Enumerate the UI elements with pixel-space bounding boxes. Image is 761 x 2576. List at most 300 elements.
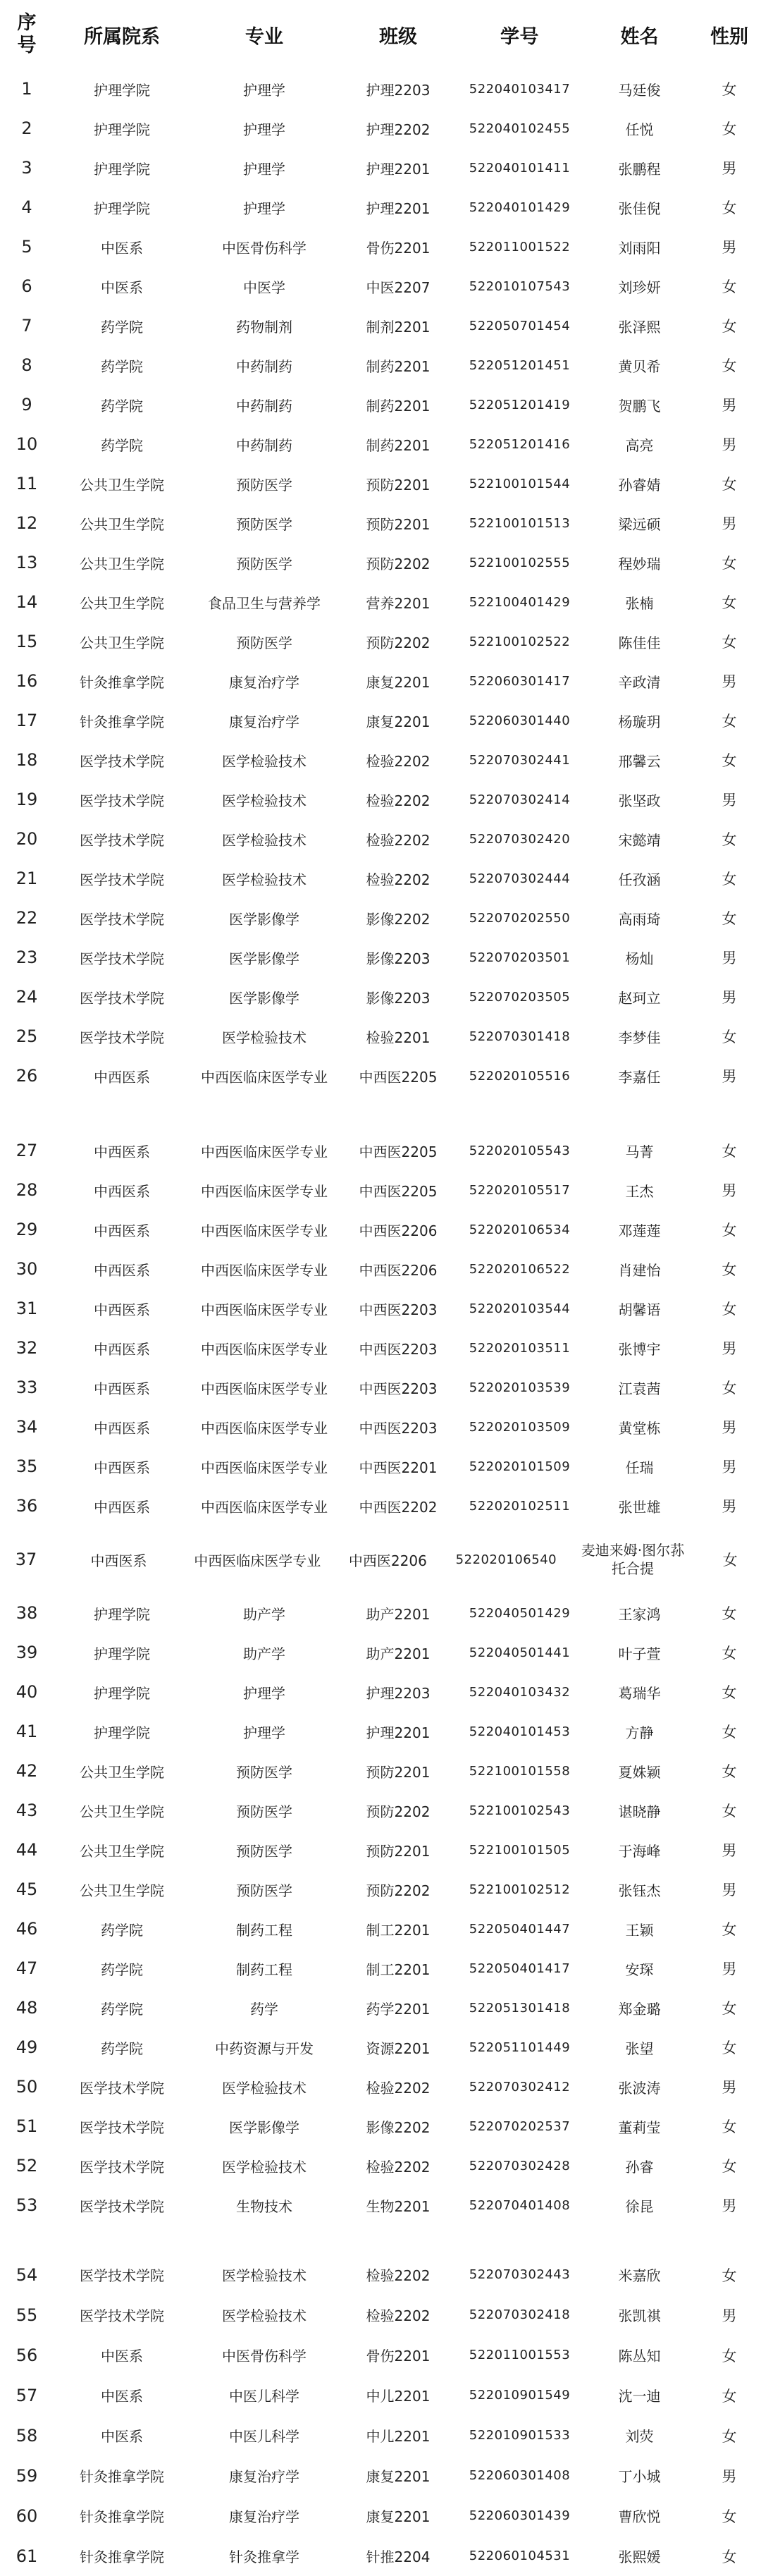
row-name: 宋懿靖: [618, 831, 661, 849]
row-class: 检验2202: [366, 2079, 431, 2097]
row-major: 护理学: [243, 160, 285, 178]
row-department: 针灸推拿学院: [80, 2549, 164, 2565]
row-name: 葛瑞华: [618, 1684, 661, 1702]
header-gender: 性别: [710, 25, 748, 48]
row-gender: 女: [722, 2267, 737, 2284]
row-class: 助产2201: [366, 1645, 431, 1662]
table-row: [0, 148, 761, 188]
row-major: 助产学: [243, 1645, 285, 1662]
row-class: 中西医2203: [359, 1340, 438, 1358]
row-department: 医学技术学院: [80, 2118, 164, 2136]
row-class: 生物2201: [366, 2197, 431, 2215]
row-gender: 男: [722, 1882, 737, 1899]
row-gender: 女: [722, 1763, 737, 1780]
row-major: 中医骨伤科学: [222, 239, 307, 257]
row-major: 针灸推拿学: [229, 2549, 299, 2565]
row-student-id: 522070302428: [469, 2158, 571, 2173]
row-name: 安琛: [625, 1961, 654, 1978]
table-row: [0, 2028, 761, 2067]
row-name: 丁小城: [618, 2468, 661, 2485]
row-student-id: 522040101411: [469, 160, 571, 176]
table-row: [0, 2106, 761, 2146]
table-row: [0, 1633, 761, 1672]
row-gender: 女: [722, 1029, 737, 1045]
row-index: 35: [16, 1456, 38, 1476]
row-index: 20: [16, 829, 38, 849]
row-class: 中西医2203: [359, 1380, 438, 1397]
row-name: 黄堂栋: [618, 1419, 661, 1437]
row-class: 护理2201: [366, 160, 431, 178]
row-name: 郑金璐: [618, 2000, 661, 2018]
table-row: [0, 1830, 761, 1870]
row-major: 中西医临床医学专业: [194, 1552, 321, 1569]
row-gender: 女: [722, 1222, 737, 1239]
row-class: 预防2201: [366, 476, 431, 493]
row-student-id: 522100101513: [469, 515, 571, 531]
row-major: 预防医学: [236, 1842, 292, 1860]
row-name: 张泽熙: [618, 318, 661, 336]
row-department: 药学院: [101, 436, 143, 454]
row-class: 影像2202: [366, 910, 431, 928]
row-class: 助产2201: [366, 1605, 431, 1623]
row-name: 张坚政: [618, 792, 661, 809]
row-index: 26: [16, 1066, 38, 1086]
row-index: 5: [21, 237, 32, 257]
row-index: 40: [16, 1682, 38, 1702]
row-student-id: 522010901533: [469, 2428, 571, 2443]
table-row: [0, 503, 761, 543]
row-gender: 男: [722, 1068, 737, 1085]
row-index: 27: [16, 1141, 38, 1160]
row-department: 针灸推拿学院: [80, 2508, 164, 2525]
row-class: 预防2201: [366, 515, 431, 533]
row-class: 康复2201: [366, 2468, 431, 2485]
row-index: 32: [16, 1338, 38, 1358]
table-row: [0, 780, 761, 819]
row-department: 医学技术学院: [80, 831, 164, 849]
row-department: 中医系: [101, 2348, 143, 2365]
row-gender: 男: [722, 673, 737, 690]
row-name: 王杰: [625, 1182, 654, 1200]
table-row: [0, 1870, 761, 1909]
row-class: 检验2202: [366, 752, 431, 770]
row-major: 医学检验技术: [222, 871, 307, 888]
row-department: 公共卫生学院: [80, 1882, 164, 1899]
row-department: 中西医系: [90, 1552, 147, 1569]
row-department: 药学院: [101, 2040, 143, 2057]
row-name: 李嘉任: [618, 1068, 661, 1086]
row-gender: 女: [722, 1803, 737, 1820]
row-class: 中西医2206: [348, 1552, 427, 1569]
row-major: 康复治疗学: [229, 2468, 299, 2485]
table-row: [0, 1593, 761, 1633]
row-name: 王颖: [625, 1921, 654, 1939]
row-major: 中西医临床医学专业: [201, 1419, 328, 1437]
row-gender: 女: [722, 200, 737, 216]
row-gender: 女: [722, 752, 737, 769]
row-name: 张波涛: [618, 2079, 661, 2097]
row-name: 张佳倪: [618, 200, 661, 217]
row-class: 检验2202: [366, 792, 431, 809]
row-student-id: 522070203501: [469, 950, 571, 965]
row-class: 中西医2203: [359, 1301, 438, 1318]
row-student-id: 522070302444: [469, 871, 571, 886]
row-name: 程妙瑞: [618, 555, 661, 572]
row-name: 江袁茜: [618, 1380, 661, 1397]
row-major: 医学检验技术: [222, 2307, 307, 2324]
row-name: 邓莲莲: [618, 1222, 661, 1239]
row-major: 制药工程: [236, 1921, 292, 1939]
row-class: 康复2201: [366, 713, 431, 730]
row-index: 47: [16, 1958, 38, 1978]
table-row: [0, 1131, 761, 1170]
row-major: 护理学: [243, 1724, 285, 1741]
row-gender: 女: [722, 1301, 737, 1318]
row-department: 护理学院: [94, 160, 150, 178]
row-name: 麦迪来姆·图尔荪托合提: [581, 1542, 685, 1577]
table-row: [0, 1909, 761, 1949]
row-class: 预防2202: [366, 1882, 431, 1899]
row-major: 预防医学: [236, 1803, 292, 1820]
row-gender: 男: [722, 515, 737, 532]
table-row: [0, 1210, 761, 1249]
row-student-id: 522060104531: [469, 2549, 571, 2563]
row-major: 中医儿科学: [229, 2428, 299, 2445]
row-major: 制药工程: [236, 1961, 292, 1978]
row-major: 助产学: [243, 1605, 285, 1623]
header-department: 所属院系: [84, 25, 160, 48]
row-student-id: 522020106540: [455, 1552, 557, 1567]
row-student-id: 522051101449: [469, 2040, 571, 2055]
row-name: 杨璇玥: [618, 713, 661, 730]
row-name: 辛政清: [618, 673, 661, 691]
row-major: 护理学: [243, 81, 285, 99]
table-row: [0, 740, 761, 780]
row-student-id: 522060301440: [469, 713, 571, 728]
row-index: 37: [15, 1550, 37, 1569]
row-name: 刘珍妍: [618, 278, 661, 296]
row-index: 51: [16, 2116, 38, 2136]
row-index: 54: [16, 2264, 38, 2285]
row-student-id: 522050401417: [469, 1961, 571, 1976]
row-index: 48: [16, 1998, 38, 2018]
row-class: 预防2202: [366, 555, 431, 572]
row-student-id: 522100102522: [469, 634, 571, 649]
row-name: 梁远硕: [618, 515, 661, 533]
row-department: 医学技术学院: [80, 2079, 164, 2097]
table-row: [0, 859, 761, 898]
row-gender: 女: [722, 2508, 737, 2525]
row-index: 36: [16, 1496, 38, 1516]
row-gender: 女: [722, 476, 737, 493]
row-department: 中西医系: [94, 1419, 150, 1437]
row-major: 食品卫生与营养学: [208, 594, 321, 612]
row-gender: 女: [722, 555, 737, 572]
row-index: 22: [16, 908, 38, 928]
row-department: 医学技术学院: [80, 950, 164, 967]
header-name: 姓名: [620, 25, 659, 48]
row-student-id: 522020103509: [469, 1419, 571, 1435]
row-index: 17: [16, 711, 38, 730]
row-department: 药学院: [101, 1921, 143, 1939]
row-index: 55: [16, 2305, 38, 2325]
row-student-id: 522060301417: [469, 673, 571, 689]
row-department: 中西医系: [94, 1182, 150, 1200]
row-class: 预防2201: [366, 1763, 431, 1781]
row-name: 孙睿: [625, 2158, 654, 2176]
row-major: 中药制药: [236, 397, 292, 415]
table-row: [0, 661, 761, 701]
row-name: 贺鹏飞: [618, 397, 661, 415]
row-class: 影像2203: [366, 989, 431, 1007]
row-class: 预防2202: [366, 634, 431, 651]
row-student-id: 522100102512: [469, 1882, 571, 1897]
row-index: 12: [16, 513, 38, 533]
row-gender: 女: [722, 1921, 737, 1938]
row-class: 中西医2202: [359, 1498, 438, 1516]
row-gender: 女: [722, 2000, 737, 2017]
row-class: 中西医2201: [359, 1459, 438, 1476]
row-index: 3: [21, 158, 32, 178]
table-row: [0, 1988, 761, 2028]
row-name: 董莉莹: [618, 2118, 661, 2136]
table-row: [0, 345, 761, 385]
row-class: 康复2201: [366, 2508, 431, 2525]
row-name: 张钰杰: [618, 1882, 661, 1899]
row-name: 方静: [625, 1724, 654, 1741]
row-index: 19: [16, 790, 38, 809]
row-major: 中医骨伤科学: [222, 2348, 307, 2365]
row-major: 医学检验技术: [222, 2158, 307, 2176]
row-gender: 男: [722, 989, 737, 1006]
row-class: 制药2201: [366, 436, 431, 454]
row-index: 18: [16, 750, 38, 770]
row-gender: 女: [722, 1552, 738, 1569]
row-major: 医学影像学: [229, 950, 299, 967]
table-row: [0, 227, 761, 266]
row-gender: 女: [722, 1143, 737, 1160]
table-body: [0, 69, 761, 2576]
row-major: 医学影像学: [229, 910, 299, 928]
row-index: 57: [16, 2385, 38, 2405]
row-class: 制工2201: [366, 1921, 431, 1939]
row-gender: 男: [722, 950, 737, 967]
row-gender: 男: [722, 1182, 737, 1199]
table-row: [0, 2146, 761, 2185]
row-index: 53: [16, 2195, 38, 2215]
row-student-id: 522011001553: [469, 2348, 571, 2362]
row-major: 中药资源与开发: [215, 2040, 314, 2057]
row-class: 护理2201: [366, 200, 431, 217]
row-major: 医学检验技术: [222, 1029, 307, 1046]
row-class: 骨伤2201: [366, 239, 431, 257]
row-student-id: 522070401408: [469, 2197, 571, 2213]
row-major: 中西医临床医学专业: [201, 1340, 328, 1358]
row-major: 预防医学: [236, 515, 292, 533]
row-index: 45: [16, 1879, 38, 1899]
row-index: 13: [16, 553, 38, 572]
row-name: 夏姝颖: [618, 1763, 661, 1781]
row-major: 医学检验技术: [222, 2267, 307, 2284]
row-student-id: 522020103539: [469, 1380, 571, 1395]
row-index: 4: [21, 197, 32, 217]
row-department: 医学技术学院: [80, 792, 164, 809]
row-name: 谌晓静: [618, 1803, 661, 1820]
row-name: 曹欣悦: [618, 2508, 661, 2525]
row-index: 14: [16, 592, 38, 612]
row-class: 中西医2203: [359, 1419, 438, 1437]
row-name: 孙睿婧: [618, 476, 661, 493]
row-gender: 女: [722, 634, 737, 651]
row-department: 中西医系: [94, 1222, 150, 1239]
row-department: 公共卫生学院: [80, 594, 164, 612]
row-gender: 女: [722, 1261, 737, 1278]
row-index: 33: [16, 1378, 38, 1397]
row-index: 6: [21, 276, 32, 296]
row-index: 1: [21, 79, 32, 99]
row-gender: 男: [722, 1459, 737, 1476]
row-department: 公共卫生学院: [80, 1842, 164, 1860]
row-class: 检验2202: [366, 2267, 431, 2284]
row-student-id: 522070301418: [469, 1029, 571, 1044]
table-row: [0, 1486, 761, 1526]
row-student-id: 522100101558: [469, 1763, 571, 1779]
row-name: 胡馨语: [618, 1301, 661, 1318]
row-major: 生物技术: [236, 2197, 292, 2215]
row-student-id: 522040501441: [469, 1645, 571, 1660]
row-index: 10: [16, 434, 38, 454]
table-row: [0, 69, 761, 109]
row-major: 预防医学: [236, 634, 292, 651]
row-class: 营养2201: [366, 594, 431, 612]
table-row: [0, 385, 761, 424]
row-index: 59: [16, 2465, 38, 2486]
row-department: 公共卫生学院: [80, 476, 164, 493]
row-department: 医学技术学院: [80, 1029, 164, 1046]
row-index: 2: [21, 118, 32, 138]
row-class: 制剂2201: [366, 318, 431, 336]
row-index: 38: [16, 1603, 38, 1623]
row-major: 医学检验技术: [222, 2079, 307, 2097]
row-name: 邢馨云: [618, 752, 661, 770]
table-row: [0, 2496, 761, 2536]
row-index: 23: [16, 947, 38, 967]
row-major: 中医学: [243, 278, 285, 296]
table-row: [0, 109, 761, 148]
row-student-id: 522070302414: [469, 792, 571, 807]
row-name: 高亮: [625, 436, 654, 454]
row-gender: 男: [722, 1842, 737, 1859]
table-row: [0, 2255, 761, 2295]
row-class: 中西医2205: [359, 1068, 438, 1086]
row-student-id: 522060301408: [469, 2468, 571, 2483]
row-class: 检验2202: [366, 2158, 431, 2176]
row-name: 李梦佳: [618, 1029, 661, 1046]
table-row: [0, 1056, 761, 1096]
row-class: 制药2201: [366, 357, 431, 375]
table-row: [0, 306, 761, 345]
row-department: 医学技术学院: [80, 2158, 164, 2176]
row-student-id: 522051301418: [469, 2000, 571, 2016]
row-major: 医学检验技术: [222, 752, 307, 770]
row-gender: 男: [722, 1419, 737, 1436]
row-department: 药学院: [101, 318, 143, 336]
row-gender: 女: [722, 2548, 737, 2565]
table-row: [0, 2455, 761, 2496]
table-row: [0, 622, 761, 661]
page-break-gap: [0, 1096, 761, 1131]
row-department: 药学院: [101, 2000, 143, 2018]
row-department: 公共卫生学院: [80, 1763, 164, 1781]
row-class: 制工2201: [366, 1961, 431, 1978]
table-row: [0, 938, 761, 977]
row-class: 骨伤2201: [366, 2348, 431, 2365]
row-department: 医学技术学院: [80, 2307, 164, 2324]
row-major: 中西医临床医学专业: [201, 1182, 328, 1200]
row-gender: 男: [722, 160, 737, 177]
row-department: 护理学院: [94, 121, 150, 138]
row-department: 中医系: [101, 2388, 143, 2405]
row-department: 药学院: [101, 1961, 143, 1978]
row-department: 中医系: [101, 2428, 143, 2445]
table-row: [0, 2335, 761, 2375]
row-class: 影像2203: [366, 950, 431, 967]
table-row: [0, 2375, 761, 2415]
row-student-id: 522020105517: [469, 1182, 571, 1198]
row-department: 护理学院: [94, 1645, 150, 1662]
row-index: 30: [16, 1259, 38, 1279]
row-class: 护理2203: [366, 81, 431, 99]
table-row: [0, 1447, 761, 1486]
row-index: 28: [16, 1180, 38, 1200]
row-index: 7: [21, 316, 32, 336]
row-student-id: 522040103432: [469, 1684, 571, 1700]
row-name: 于海峰: [618, 1842, 661, 1860]
row-department: 中西医系: [94, 1068, 150, 1086]
row-class: 护理2202: [366, 121, 431, 138]
row-department: 药学院: [101, 397, 143, 415]
row-department: 针灸推拿学院: [80, 713, 164, 730]
row-student-id: 522100101505: [469, 1842, 571, 1858]
row-student-id: 522051201416: [469, 436, 571, 452]
row-gender: 男: [722, 2079, 737, 2096]
row-gender: 女: [722, 357, 737, 374]
row-student-id: 522070203505: [469, 989, 571, 1005]
row-gender: 女: [722, 2427, 737, 2445]
row-name: 陈佳佳: [618, 634, 661, 651]
row-major: 预防医学: [236, 555, 292, 572]
row-index: 50: [16, 2077, 38, 2097]
row-index: 52: [16, 2156, 38, 2176]
row-index: 31: [16, 1299, 38, 1318]
row-gender: 女: [722, 1605, 737, 1622]
row-student-id: 522070202550: [469, 910, 571, 926]
row-student-id: 522050701454: [469, 318, 571, 333]
table-row: [0, 266, 761, 306]
row-department: 医学技术学院: [80, 2267, 164, 2284]
row-gender: 女: [722, 594, 737, 611]
row-name: 张楠: [625, 594, 654, 612]
row-gender: 男: [722, 2307, 737, 2324]
row-gender: 女: [722, 2158, 737, 2175]
row-index: 41: [16, 1722, 38, 1741]
row-department: 公共卫生学院: [80, 515, 164, 533]
row-class: 检验2202: [366, 831, 431, 849]
row-major: 预防医学: [236, 476, 292, 493]
row-index: 61: [16, 2546, 38, 2566]
row-index: 9: [21, 395, 32, 415]
row-student-id: 522040501429: [469, 1605, 571, 1621]
